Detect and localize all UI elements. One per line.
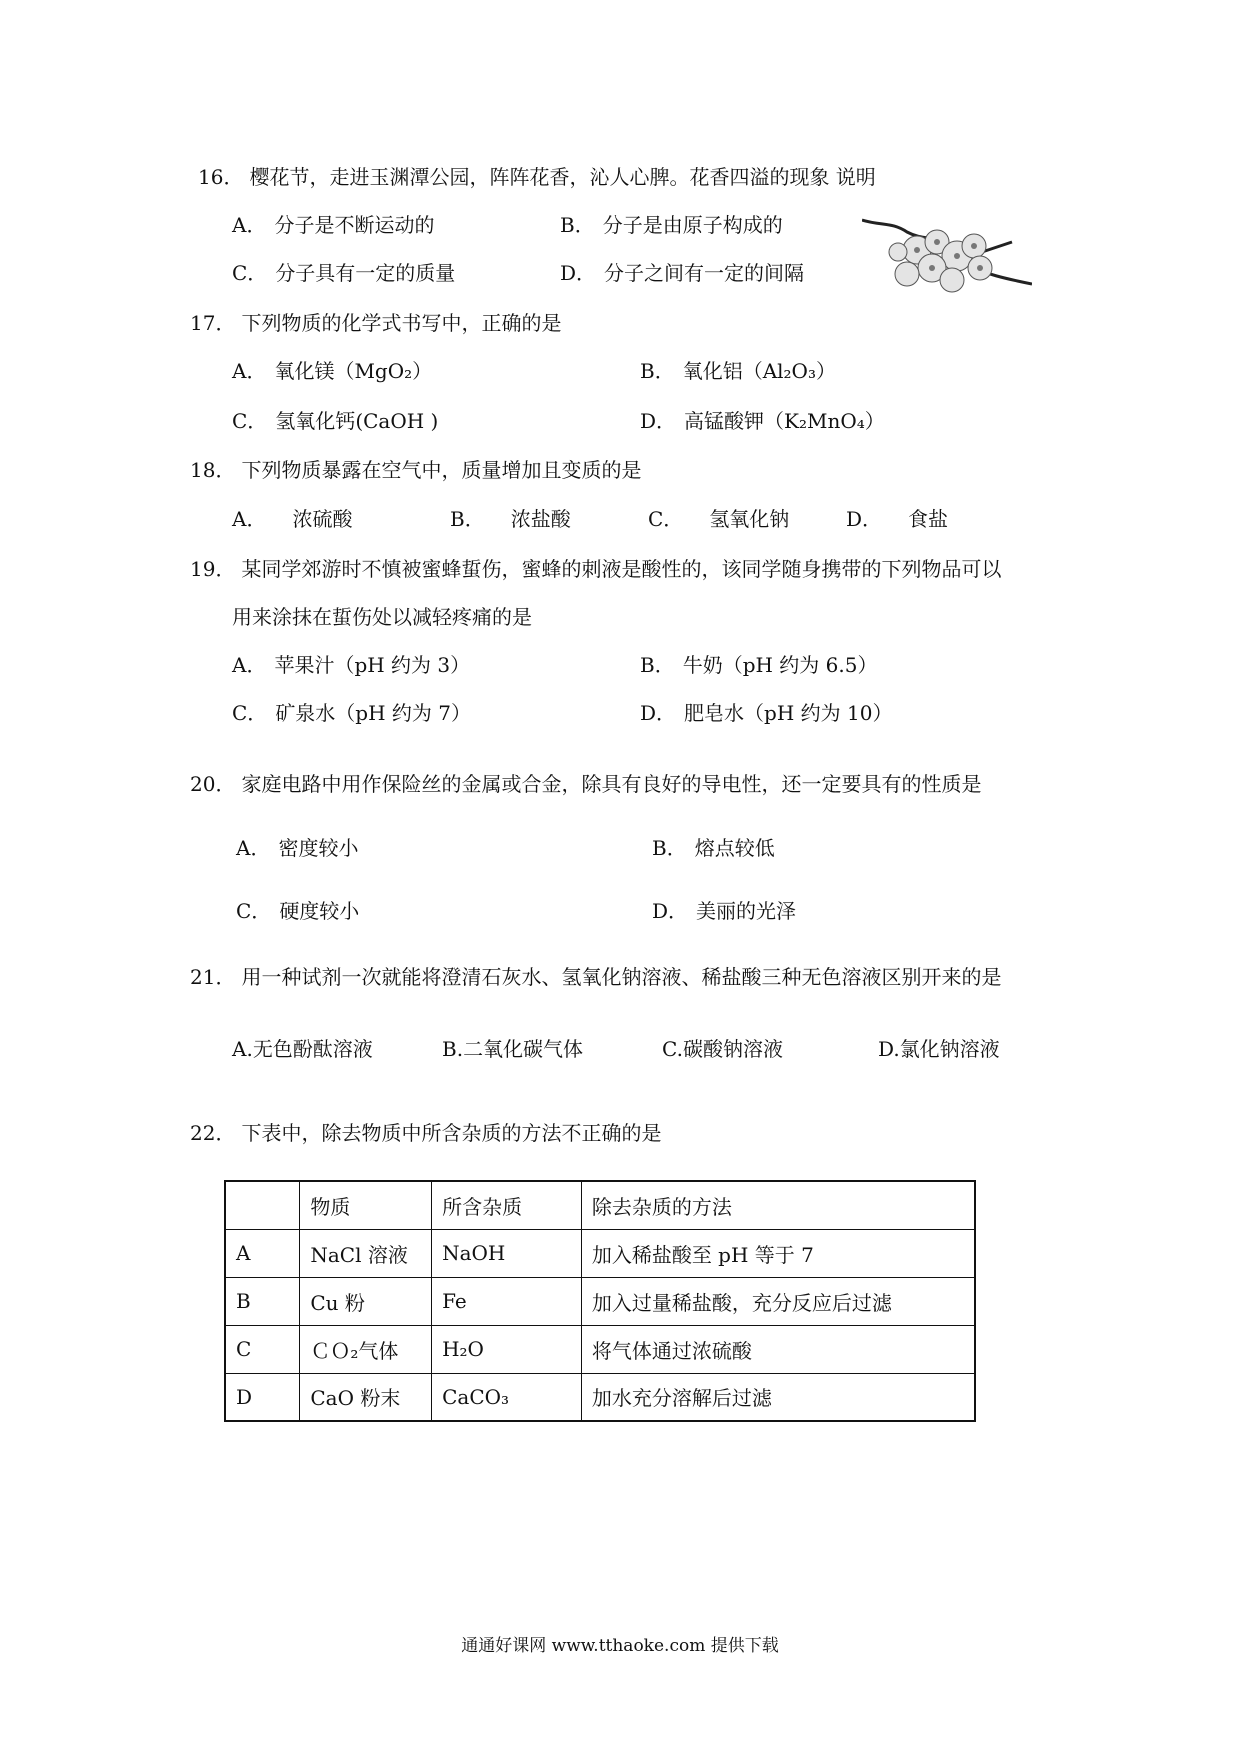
option-d [560, 260, 804, 286]
chemical-formula: (CaOH ) [355, 409, 439, 433]
option-label: A． [232, 213, 267, 237]
question-18 [190, 457, 641, 483]
table-cell: CaCO₃ [432, 1373, 582, 1421]
option-text: 氢氧化钙 [275, 409, 356, 433]
option-text: 碳酸钠溶液 [682, 1037, 783, 1061]
option-text: 浓盐酸 [510, 507, 571, 531]
option-label: A. [232, 1037, 253, 1061]
option-a [236, 835, 358, 861]
option-label: C． [236, 899, 272, 923]
option-text: 高锰酸钾 [684, 409, 765, 433]
option-c [232, 700, 471, 726]
table-row [225, 1277, 975, 1325]
table-cell: Fe [432, 1277, 582, 1325]
table-cell: 加入过量稀盐酸，充分反应后过滤 [581, 1277, 975, 1325]
question-stem: 下列物质的化学式书写中，正确的是 [241, 311, 562, 335]
option-b [560, 212, 783, 238]
question-17 [190, 310, 561, 336]
table-cell: 加水充分溶解后过滤 [581, 1373, 975, 1421]
chemical-formula: （K₂MnO₄） [764, 409, 885, 433]
table-header-row [225, 1181, 975, 1229]
option-d [640, 408, 885, 434]
option-b [652, 835, 775, 861]
option-d [878, 1036, 1000, 1062]
option-text: 食盐 [908, 507, 949, 531]
option-label: D． [640, 701, 677, 725]
question-21 [190, 964, 1001, 990]
table-cell: 将气体通过浓硫酸 [581, 1325, 975, 1373]
question-number: 16． [198, 165, 244, 189]
chemical-formula: （MgO₂） [334, 359, 433, 383]
option-a [232, 1036, 373, 1062]
option-c [232, 260, 455, 286]
option-label: A． [236, 836, 271, 860]
option-d [640, 700, 892, 726]
option-label: C． [232, 701, 268, 725]
option-a [232, 506, 352, 532]
option-b [640, 652, 877, 678]
table-cell: B [225, 1277, 300, 1325]
table-header-cell: 除去杂质的方法 [581, 1181, 975, 1229]
option-label: C. [662, 1037, 683, 1061]
question-stem: 用一种试剂一次就能将澄清石灰水、氢氧化钠溶液、稀盐酸三种无色溶液区别开来的是 [241, 965, 1002, 989]
option-c [236, 898, 359, 924]
table-cell: ＣＯ₂气体 [300, 1325, 432, 1373]
question-number: 19． [190, 557, 236, 581]
question-16 [198, 164, 876, 190]
option-text: 苹果汁（pH 约为 3） [274, 653, 471, 677]
option-b [640, 358, 836, 384]
option-label: D. [878, 1037, 900, 1061]
chemical-formula: （Al₂O₃） [742, 359, 836, 383]
option-text: 氧化铝 [682, 359, 743, 383]
question-stem: 下列物质暴露在空气中，质量增加且变质的是 [241, 458, 642, 482]
option-text: 肥皂水（pH 约为 10） [684, 701, 893, 725]
option-label: D． [560, 261, 597, 285]
option-label: A． [232, 507, 267, 531]
option-label: B． [560, 213, 595, 237]
question-stem: 家庭电路中用作保险丝的金属或合金，除具有良好的导电性，还一定要具有的性质是 [241, 772, 982, 796]
table-cell: C [225, 1325, 300, 1373]
option-label: C． [232, 409, 268, 433]
option-label: B． [640, 653, 675, 677]
option-b [450, 506, 571, 532]
option-text: 氧化镁 [274, 359, 335, 383]
table-cell: NaCl 溶液 [300, 1229, 432, 1277]
table-row [225, 1229, 975, 1277]
table-row [225, 1373, 975, 1421]
option-text: 氯化钠溶液 [899, 1037, 1000, 1061]
option-text: 熔点较低 [694, 836, 775, 860]
option-a [232, 358, 432, 384]
question-19 [190, 556, 1001, 582]
table-cell: CaO 粉末 [300, 1373, 432, 1421]
table-cell: D [225, 1373, 300, 1421]
option-label: B． [640, 359, 675, 383]
question-stem: 某同学郊游时不慎被蜜蜂蜇伤，蜜蜂的刺液是酸性的，该同学随身携带的下列物品可以 [241, 557, 1002, 581]
option-label: D． [640, 409, 677, 433]
table-cell: A [225, 1229, 300, 1277]
option-text: 矿泉水（pH 约为 7） [275, 701, 471, 725]
option-text: 分子是不断运动的 [274, 213, 435, 237]
option-label: B． [450, 507, 485, 531]
option-text: 浓硫酸 [292, 507, 353, 531]
option-label: A． [232, 359, 267, 383]
option-label: D． [652, 899, 689, 923]
table-row [225, 1325, 975, 1373]
option-label: D． [846, 507, 883, 531]
option-text: 硬度较小 [279, 899, 360, 923]
table-cell: Cu 粉 [300, 1277, 432, 1325]
option-text: 分子是由原子构成的 [602, 213, 783, 237]
question-stem-continued: 用来涂抹在蜇伤处以减轻疼痛的是 [232, 605, 532, 629]
option-text: 密度较小 [278, 836, 359, 860]
table-header-cell: 所含杂质 [432, 1181, 582, 1229]
option-b [442, 1036, 583, 1062]
option-label: B． [652, 836, 687, 860]
question-number: 21． [190, 965, 236, 989]
option-text: 氢氧化钠 [709, 507, 790, 531]
option-d [652, 898, 796, 924]
page-footer: 通通好课网 www.tthaoke.com 提供下载 [461, 1636, 779, 1656]
table-header-cell: 物质 [300, 1181, 432, 1229]
option-text: 分子之间有一定的间隔 [604, 261, 805, 285]
option-text: 牛奶（pH 约为 6.5） [682, 653, 878, 677]
cherry-blossom-image [862, 212, 1032, 302]
option-c [662, 1036, 783, 1062]
table-cell: H₂O [432, 1325, 582, 1373]
option-c [648, 506, 789, 532]
question-20 [190, 771, 981, 797]
table-cell: 加入稀盐酸至 pH 等于 7 [581, 1229, 975, 1277]
table-cell: NaOH [432, 1229, 582, 1277]
option-label: C． [232, 261, 268, 285]
question-number: 22． [190, 1121, 236, 1145]
question-stem: 樱花节，走进玉渊潭公园，阵阵花香，沁人心脾。花香四溢的现象 说明 [249, 165, 876, 189]
question-22 [190, 1120, 661, 1146]
option-label: B. [442, 1037, 464, 1061]
option-text: 美丽的光泽 [696, 899, 797, 923]
option-text: 二氧化碳气体 [463, 1037, 584, 1061]
question-number: 18． [190, 458, 236, 482]
option-c [232, 408, 438, 434]
question-number: 17． [190, 311, 236, 335]
option-text: 无色酚酞溶液 [252, 1037, 373, 1061]
question-stem: 下表中，除去物质中所含杂质的方法不正确的是 [241, 1121, 662, 1145]
option-label: A． [232, 653, 267, 677]
option-a [232, 212, 434, 238]
question-number: 20． [190, 772, 236, 796]
impurity-removal-table [224, 1180, 976, 1422]
option-text: 分子具有一定的质量 [275, 261, 456, 285]
option-a [232, 652, 470, 678]
option-d [846, 506, 948, 532]
table-header-cell [225, 1181, 300, 1229]
option-label: C． [648, 507, 684, 531]
